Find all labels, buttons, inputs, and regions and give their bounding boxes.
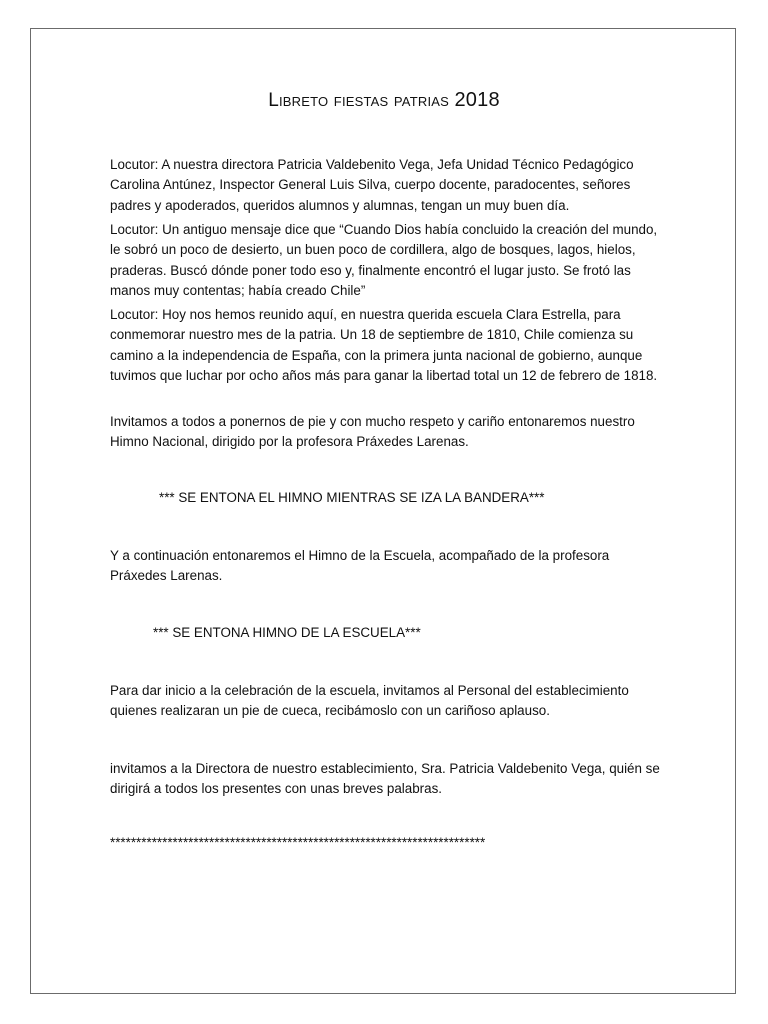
paragraph-cueca: Para dar inicio a la celebración de la escuela, invitamos al Personal del establecimiento quienes realizaran un pie de cueca, recibámoslo con un cariñoso aplauso. (110, 683, 629, 719)
paragraph-greeting: Locutor: A nuestra directora Patricia Valdebenito Vega, Jefa Unidad Técnico Pedagógico Carolina Antúnez, Inspector General Luis Silva, cuerpo docente, paradocentes, señores padres y apoderados, queridos alumnos y alumnas, tengan un muy buen día. (110, 157, 634, 213)
title-text: Libreto fiestas patrias (268, 90, 449, 111)
paragraph-school-anthem: Y a continuación entonaremos el Himno de la Escuela, acompañado de la profesora Práxedes Larenas. (110, 548, 610, 584)
paragraph-director-speech: invitamos a la Directora de nuestro establecimiento, Sra. Patricia Valdebenito Vega, quién se dirigirá a todos los presentes con unas breves palabras. (110, 761, 660, 797)
separator-line: ************************************************************************ (110, 835, 486, 850)
stage-direction-flag: *** SE ENTONA EL HIMNO MIENTRAS SE IZA LA BANDERA*** (159, 490, 545, 505)
document-title (0, 89, 768, 112)
title-year: 2018 (454, 89, 500, 111)
paragraph-independence: Locutor: Hoy nos hemos reunido aquí, en nuestra querida escuela Clara Estrella, para conmemorar nuestro mes de la patria. Un 18 de septiembre de 1810, Chile comienza su camino a la independencia de España, con la primera junta nacional de gobierno, aunque tuvimos que luchar por ocho años más para ganar la libertad total un 12 de febrero de 1818. (110, 307, 658, 383)
paragraph-creation-message: Locutor: Un antiguo mensaje dice que “Cuando Dios había concluido la creación del mundo, le sobró un poco de desierto, un buen poco de cordillera, algo de bosques, lagos, hielos, praderas. Buscó dónde poner todo eso y, finalmente encontró el lugar justo. Se frotó las manos muy contentas; había creado Chile” (110, 222, 658, 298)
stage-direction-school-anthem: *** SE ENTONA HIMNO DE LA ESCUELA*** (153, 625, 421, 640)
paragraph-national-anthem-invite: Invitamos a todos a ponernos de pie y con mucho respeto y cariño entonaremos nuestro Himno Nacional, dirigido por la profesora Práxedes Larenas. (110, 414, 635, 450)
